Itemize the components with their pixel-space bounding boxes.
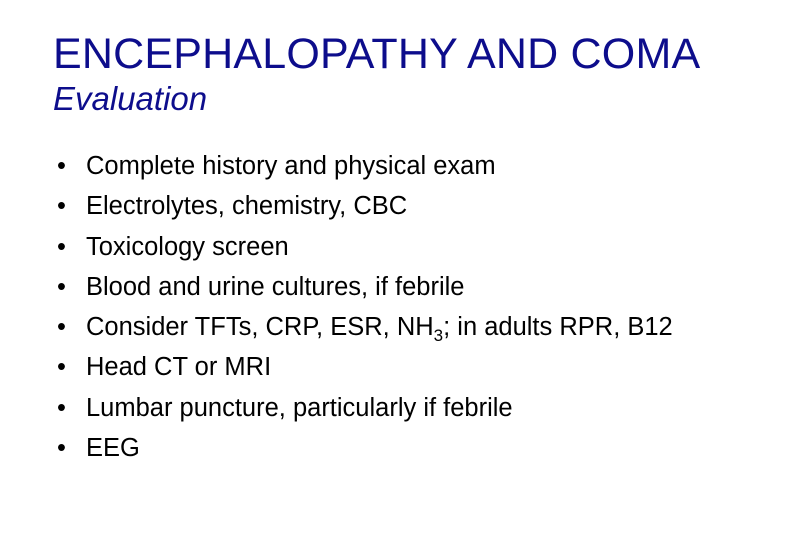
slide-title: ENCEPHALOPATHY AND COMA (53, 30, 701, 78)
text-part: ; in adults RPR, B12 (443, 313, 673, 342)
list-item-text (86, 307, 673, 347)
bullet-icon: • (57, 353, 66, 382)
bullet-icon: • (57, 232, 66, 261)
bullet-icon: • (57, 313, 66, 342)
text-part: Consider TFTs, CRP, ESR, NH (86, 313, 434, 342)
list-item-text: Toxicology screen (86, 232, 289, 261)
bullet-icon: • (57, 434, 66, 463)
list-item-text: Electrolytes, chemistry, CBC (86, 192, 408, 221)
list-item-text: Blood and urine cultures, if febrile (86, 272, 465, 301)
bullet-icon: • (57, 393, 66, 422)
list-item-text: Complete history and physical exam (86, 152, 496, 180)
bullet-icon: • (57, 152, 66, 180)
bullet-icon: • (57, 192, 66, 221)
slide-subtitle: Evaluation (53, 80, 208, 117)
subscript: 3 (433, 326, 444, 346)
list-item-text: Lumbar puncture, particularly if febrile (86, 393, 513, 422)
list-item-text: Head CT or MRI (86, 353, 272, 382)
list-item-text: EEG (86, 434, 140, 463)
bullet-icon: • (57, 272, 66, 301)
